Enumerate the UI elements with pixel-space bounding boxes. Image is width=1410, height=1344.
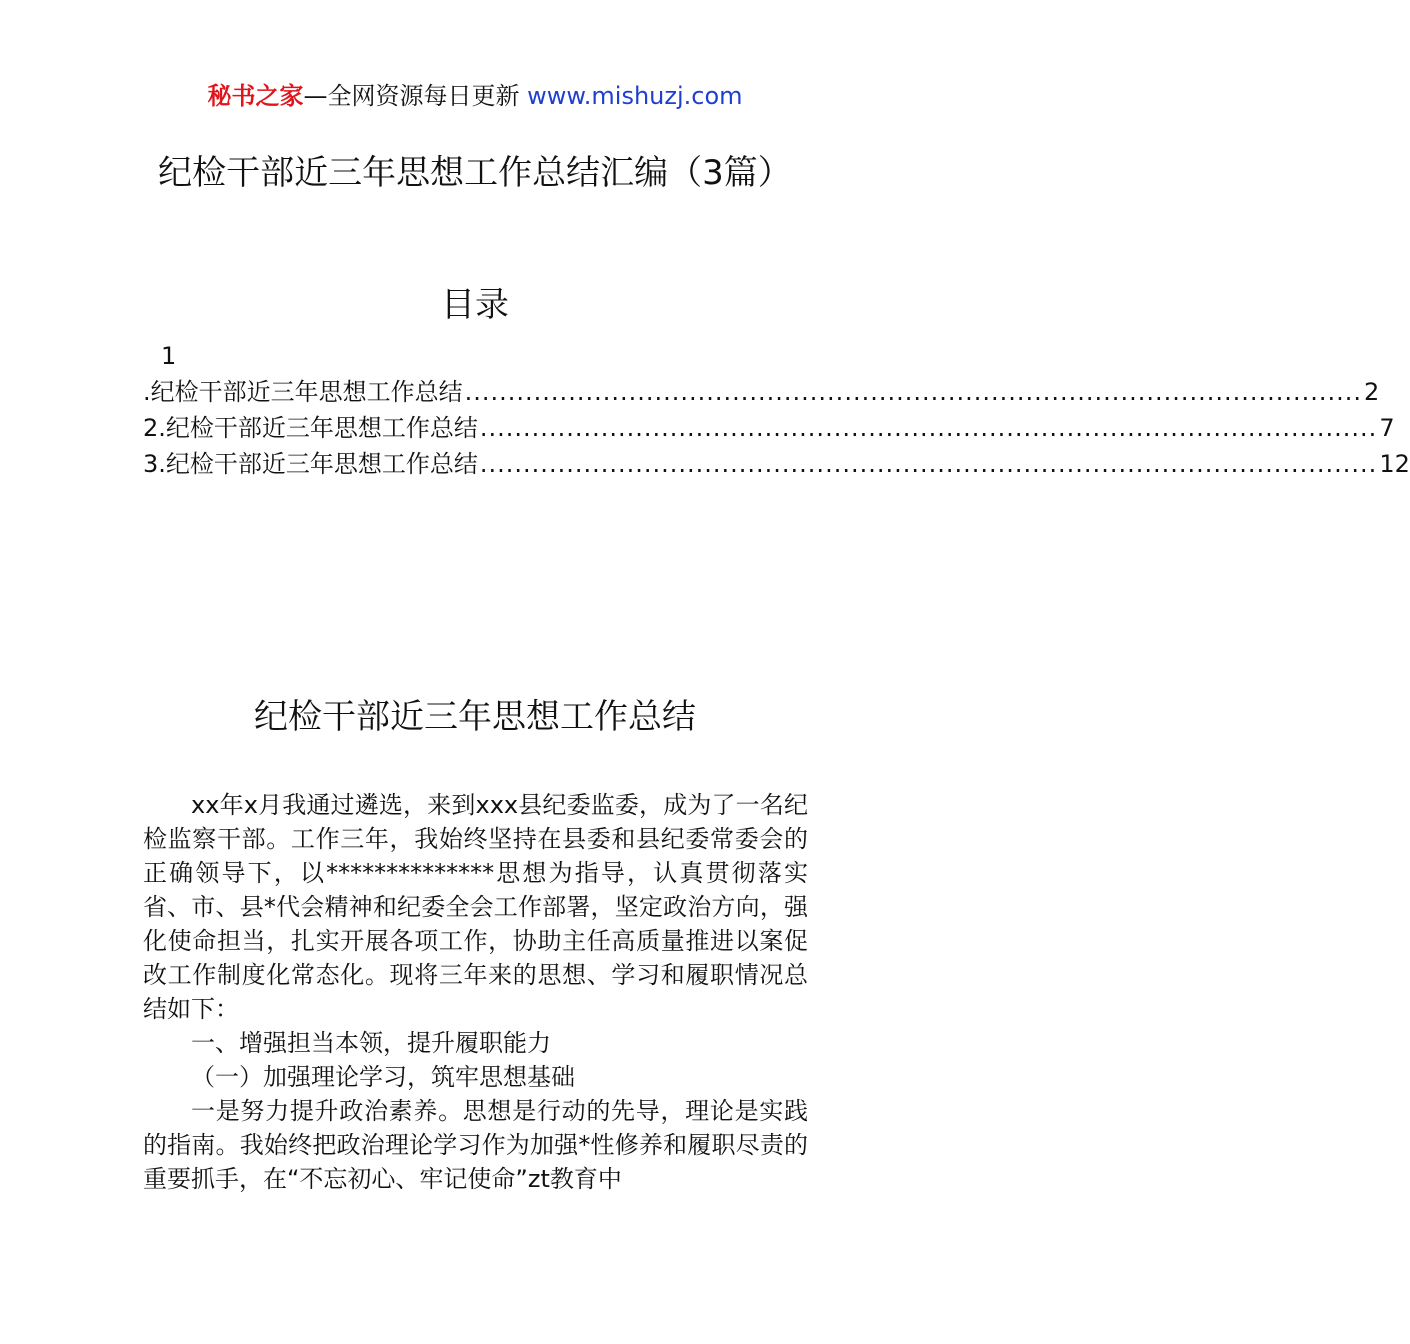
toc-entry-1[interactable] <box>143 374 1380 410</box>
brand-name: 秘书之家 <box>207 82 304 110</box>
section-body <box>143 788 808 1196</box>
toc-entry-2[interactable] <box>143 410 1395 446</box>
body-paragraph: xx年x月我通过遴选，来到xxx县纪委监委，成为了一名纪检监察干部。工作三年，我始终坚持在县委和县纪委常委会的正确领导下，以**************思想为指导，认真贯彻落实省、市、县*代会精神和纪委全会工作部署，坚定政治方向，强化使命担当，扎实开展各项工作，协助主任高质量推进以案促改工作制度化常态化。现将三年来的思想、学习和履职情况总结如下： <box>143 791 808 1023</box>
toc-entry-page: 7 <box>1379 414 1395 442</box>
toc-entry-label: .纪检干部近三年思想工作总结 <box>143 378 463 406</box>
toc-entry-number: 1 <box>161 342 177 370</box>
toc-leader-dots: ........................................................................................................ <box>479 414 1378 442</box>
section-heading-level2: （一）加强理论学习，筑牢思想基础 <box>191 1063 575 1091</box>
toc-leader-dots: ........................................................................................................ <box>464 378 1363 406</box>
table-of-contents <box>143 338 1410 482</box>
header-tagline: —全网资源每日更新 <box>303 82 520 110</box>
section-heading-level1: 一、增强担当本领，提升履职能力 <box>191 1029 551 1057</box>
site-url-link[interactable]: www.mishuzj.com <box>527 82 743 110</box>
toc-title: 目录 <box>441 285 509 325</box>
toc-entry-page: 12 <box>1379 450 1410 478</box>
toc-entry-page: 2 <box>1364 378 1380 406</box>
section-title: 纪检干部近三年思想工作总结 <box>254 697 696 737</box>
toc-entry-label: 2.纪检干部近三年思想工作总结 <box>143 414 478 442</box>
document-title: 纪检干部近三年思想工作总结汇编（3篇） <box>158 153 792 193</box>
toc-entry-3[interactable] <box>143 446 1410 482</box>
body-paragraph: 一是努力提升政治素养。思想是行动的先导，理论是实践的指南。我始终把政治理论学习作为加强*性修养和履职尽责的重要抓手，在“不忘初心、牢记使命”zt教育中 <box>143 1097 808 1193</box>
toc-leader-dots: ........................................................................................................ <box>479 450 1378 478</box>
toc-entry-label: 3.纪检干部近三年思想工作总结 <box>143 450 478 478</box>
site-header <box>0 80 950 112</box>
